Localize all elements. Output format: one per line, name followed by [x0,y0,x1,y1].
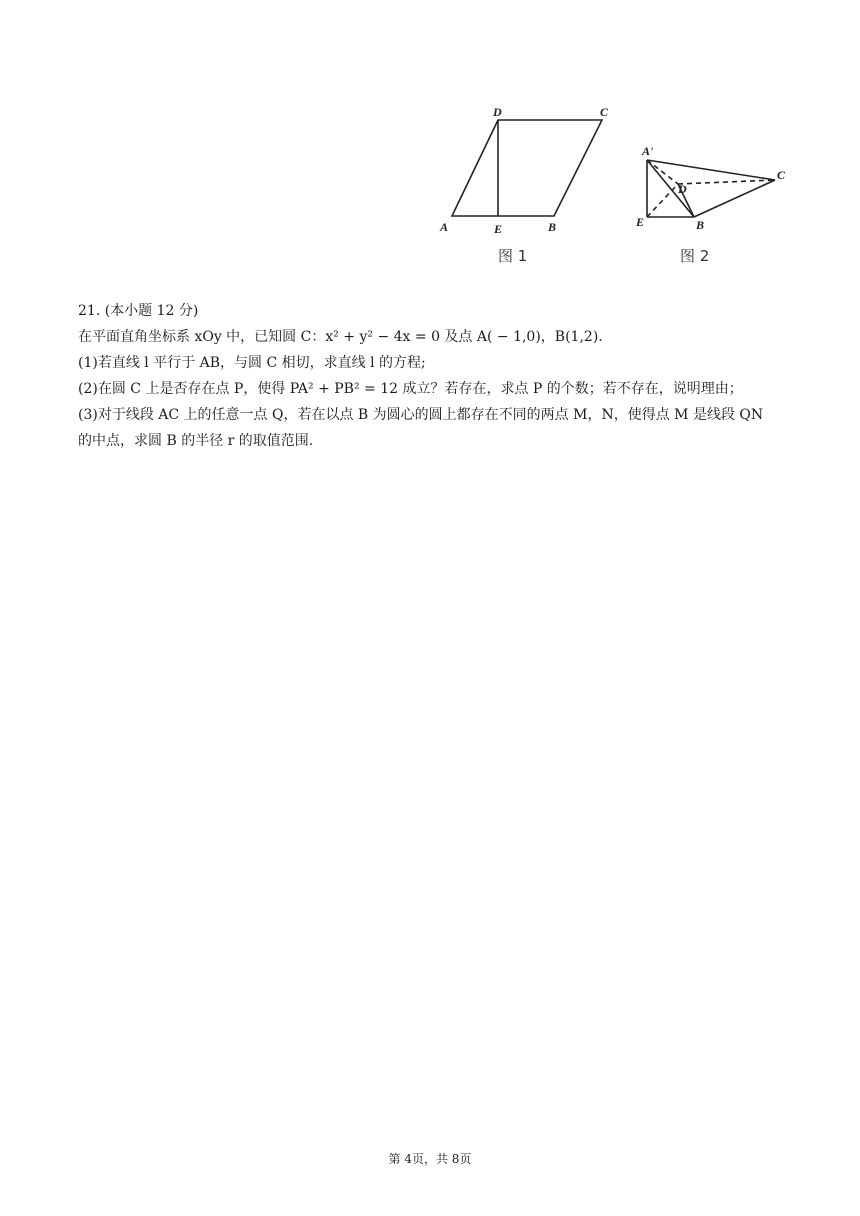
figure-1 [452,120,602,216]
fig2-label-d: D [678,182,687,196]
fig2-label-e: E [636,215,645,229]
fig2-caption: 图 2 [680,247,710,265]
edge-e-d-dashed [647,184,678,217]
edge-a-c [647,160,775,180]
problem-header: 21. (本小题 12 分) [78,303,199,319]
problem-part-3-line-2: 的中点，求圆 B 的半径 r 的取值范围. [78,433,314,449]
parallelogram-abcd [452,120,602,216]
fig1-label-b: B [548,220,557,234]
edge-d-c-dashed [678,180,775,184]
fig2-label-a: A' [642,144,654,158]
fig1-caption: 图 1 [498,247,528,265]
problem-part-3-line-1: (3)对于线段 AC 上的任意一点 Q，若在以点 B 为圆心的圆上都存在不同的两点 M，N，使得点 M 是线段 QN [78,407,764,423]
edge-b-c [694,180,775,217]
problem-stem: 在平面直角坐标系 xOy 中，已知圆 C：x² + y² − 4x = 0 及点 A( − 1,0)，B(1,2). [78,329,603,345]
fig2-label-b: B [696,218,705,232]
page-footer: 第 4页，共 8页 [388,1152,472,1166]
fig1-label-c: C [600,105,609,119]
problem-part-2: (2)在圆 C 上是否存在点 P，使得 PA² + PB² = 12 成立？若存在，求点 P 的个数；若不存在，说明理由； [78,381,743,397]
geometry-figures [430,100,810,270]
fig2-label-c: C [777,168,786,182]
fig1-label-a: A [440,220,449,234]
fig1-label-d: D [493,105,502,119]
figures-area [430,100,810,270]
figure-2 [647,160,775,217]
problem-21 [78,298,798,454]
problem-part-1: (1)若直线 l 平行于 AB，与圆 C 相切，求直线 l 的方程; [78,355,426,371]
fig1-label-e: E [494,222,503,236]
